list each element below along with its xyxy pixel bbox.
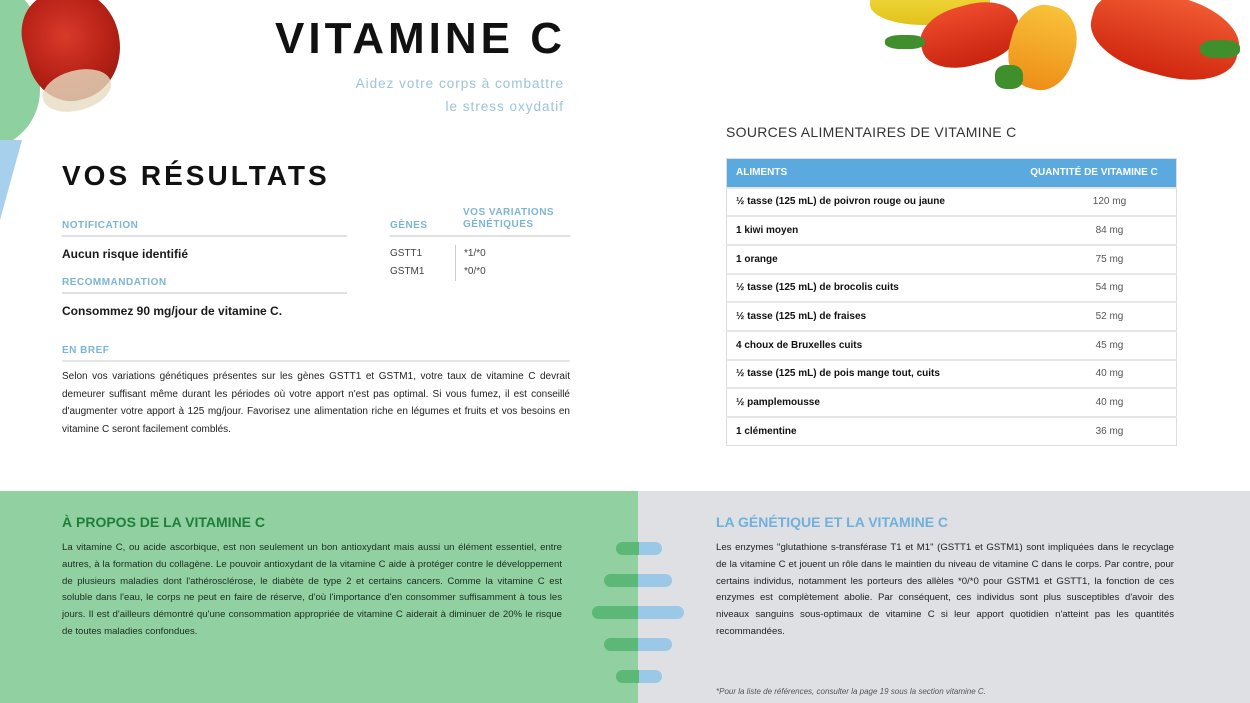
variations-column-header xyxy=(463,207,554,231)
references-footnote: *Pour la liste de références, consulter la page 19 sous la section vitamine C. xyxy=(716,687,986,696)
pepper-stem xyxy=(885,35,925,49)
food-cell: ½ tasse (125 mL) de pois mange tout, cuits xyxy=(727,360,1003,389)
food-cell: ½ tasse (125 mL) de poivron rouge ou jaune xyxy=(727,188,1003,217)
dna-bar xyxy=(616,670,662,683)
gene-row xyxy=(390,245,570,263)
quantity-cell: 120 mg xyxy=(1003,188,1177,217)
pepper-stem xyxy=(1200,40,1240,58)
dna-bar xyxy=(604,574,672,587)
table-row xyxy=(727,388,1177,417)
page-title: VITAMINE C xyxy=(275,14,566,63)
quantity-column-header: QUANTITÉ DE VITAMINE C xyxy=(1003,159,1177,188)
summary-label: EN BREF xyxy=(62,345,110,356)
food-cell: 1 kiwi moyen xyxy=(727,216,1003,245)
variations-header-line: VOS VARIATIONS xyxy=(463,207,555,218)
about-text: La vitamine C, ou acide ascorbique, est non seulement un bon antioxydant mais aussi un élément essentiel, entre autres, à la formation du collagène. Le pouvoir antioxydant de la vitamine C aide à protéger contre le développement de plusieurs maladies dont l'athérosclérose, le diabète de type 2 et certains cancers. Comme la vitamine C est soluble dans l'eau, le corps ne peut en faire de réserve, d'où l'importance d'en consommer suffisamment à tous les jours. Il est d'ailleurs démontré qu'une consommation appropriée de vitamine C aiderait à diminuer de 20% le risque de toutes maladies confondues. xyxy=(62,542,562,637)
genetics-text: Les enzymes "glutathione s-transférase T1 et M1" (GSTT1 et GSTM1) sont impliquées dans le recyclage de la vitamine C et jouent un rôle dans le maintien du niveau de vitamine C dans le corps. Par contre, pour certains individus, notamment les porteurs des allèles *0/*0 pour GSTM1 et GSTT1, la fonction de ces enzymes est complètement abolie. Par conséquent, ces individus sont plus susceptibles d'avoir des niveaux sanguins sous-optimaux de vitamine C si leur apport quotidien n'atteint pas les quantités recommandées. xyxy=(716,542,1174,637)
subtitle-line: Aidez votre corps à combattre xyxy=(355,76,564,91)
table-row xyxy=(727,360,1177,389)
quantity-cell: 45 mg xyxy=(1003,331,1177,360)
table-row xyxy=(727,216,1177,245)
notification-section xyxy=(62,220,347,334)
strawberry-image xyxy=(0,0,150,230)
gene-name: GSTT1 xyxy=(390,248,423,259)
quantity-cell: 40 mg xyxy=(1003,388,1177,417)
gene-variation: *1/*0 xyxy=(455,245,486,263)
dna-icon xyxy=(590,536,690,686)
genetics-heading: LA GÉNÉTIQUE ET LA VITAMINE C xyxy=(716,514,949,530)
results-heading: VOS RÉSULTATS xyxy=(62,160,330,191)
table-row xyxy=(727,302,1177,331)
food-column-header: ALIMENTS xyxy=(727,159,1003,188)
dna-bar xyxy=(592,606,684,619)
table-header-row xyxy=(727,159,1177,188)
divider xyxy=(62,360,570,362)
gene-variation: *0/*0 xyxy=(455,263,486,281)
food-cell: 1 clémentine xyxy=(727,417,1003,446)
pepper-stem xyxy=(995,65,1023,89)
faded-footnote xyxy=(62,688,562,694)
blue-shape-decoration xyxy=(0,140,22,220)
subtitle-line: le stress oxydatif xyxy=(445,99,564,114)
divider xyxy=(62,235,347,237)
notification-label: NOTIFICATION xyxy=(62,220,139,231)
genes-column-header: GÈNES xyxy=(390,220,428,231)
notification-value: Aucun risque identifié xyxy=(62,247,189,261)
table-row xyxy=(727,274,1177,303)
table-row xyxy=(727,245,1177,274)
quantity-cell: 75 mg xyxy=(1003,245,1177,274)
genes-table-header xyxy=(390,207,570,231)
gene-row xyxy=(390,263,570,281)
variations-header-line: GÉNÉTIQUES xyxy=(463,219,534,230)
recommendation-label: RECOMMANDATION xyxy=(62,277,167,288)
quantity-cell: 52 mg xyxy=(1003,302,1177,331)
dna-bar xyxy=(604,638,672,651)
dna-bar xyxy=(616,542,662,555)
food-sources-table xyxy=(726,158,1177,446)
food-cell: ½ pamplemousse xyxy=(727,388,1003,417)
recommendation-value: Consommez 90 mg/jour de vitamine C. xyxy=(62,304,283,318)
table-row xyxy=(727,417,1177,446)
gene-name: GSTM1 xyxy=(390,266,425,277)
sources-heading: SOURCES ALIMENTAIRES DE VITAMINE C xyxy=(726,124,1017,140)
about-heading: À PROPOS DE LA VITAMINE C xyxy=(62,514,266,530)
page-subtitle xyxy=(280,72,564,118)
quantity-cell: 54 mg xyxy=(1003,274,1177,303)
quantity-cell: 84 mg xyxy=(1003,216,1177,245)
food-cell: 1 orange xyxy=(727,245,1003,274)
divider xyxy=(390,235,570,237)
food-cell: 4 choux de Bruxelles cuits xyxy=(727,331,1003,360)
food-cell: ½ tasse (125 mL) de fraises xyxy=(727,302,1003,331)
quantity-cell: 40 mg xyxy=(1003,360,1177,389)
genes-table xyxy=(390,207,570,281)
quantity-cell: 36 mg xyxy=(1003,417,1177,446)
summary-text: Selon vos variations génétiques présentes sur les gènes GSTT1 et GSTM1, votre taux de vitamine C devrait demeurer suffisant même durant les périodes où votre apport n'est pas optimal. Si vous fumez, il est conseillé d'augmenter votre apport à 125 mg/jour. Favorisez une alimentation riche en légumes et fruits et vos besoins en vitamine C seront facilement comblés. xyxy=(62,371,570,435)
table-row xyxy=(727,188,1177,217)
peppers-image xyxy=(860,0,1250,110)
divider xyxy=(62,292,347,294)
summary-section xyxy=(62,345,570,438)
food-cell: ½ tasse (125 mL) de brocolis cuits xyxy=(727,274,1003,303)
table-row xyxy=(727,331,1177,360)
